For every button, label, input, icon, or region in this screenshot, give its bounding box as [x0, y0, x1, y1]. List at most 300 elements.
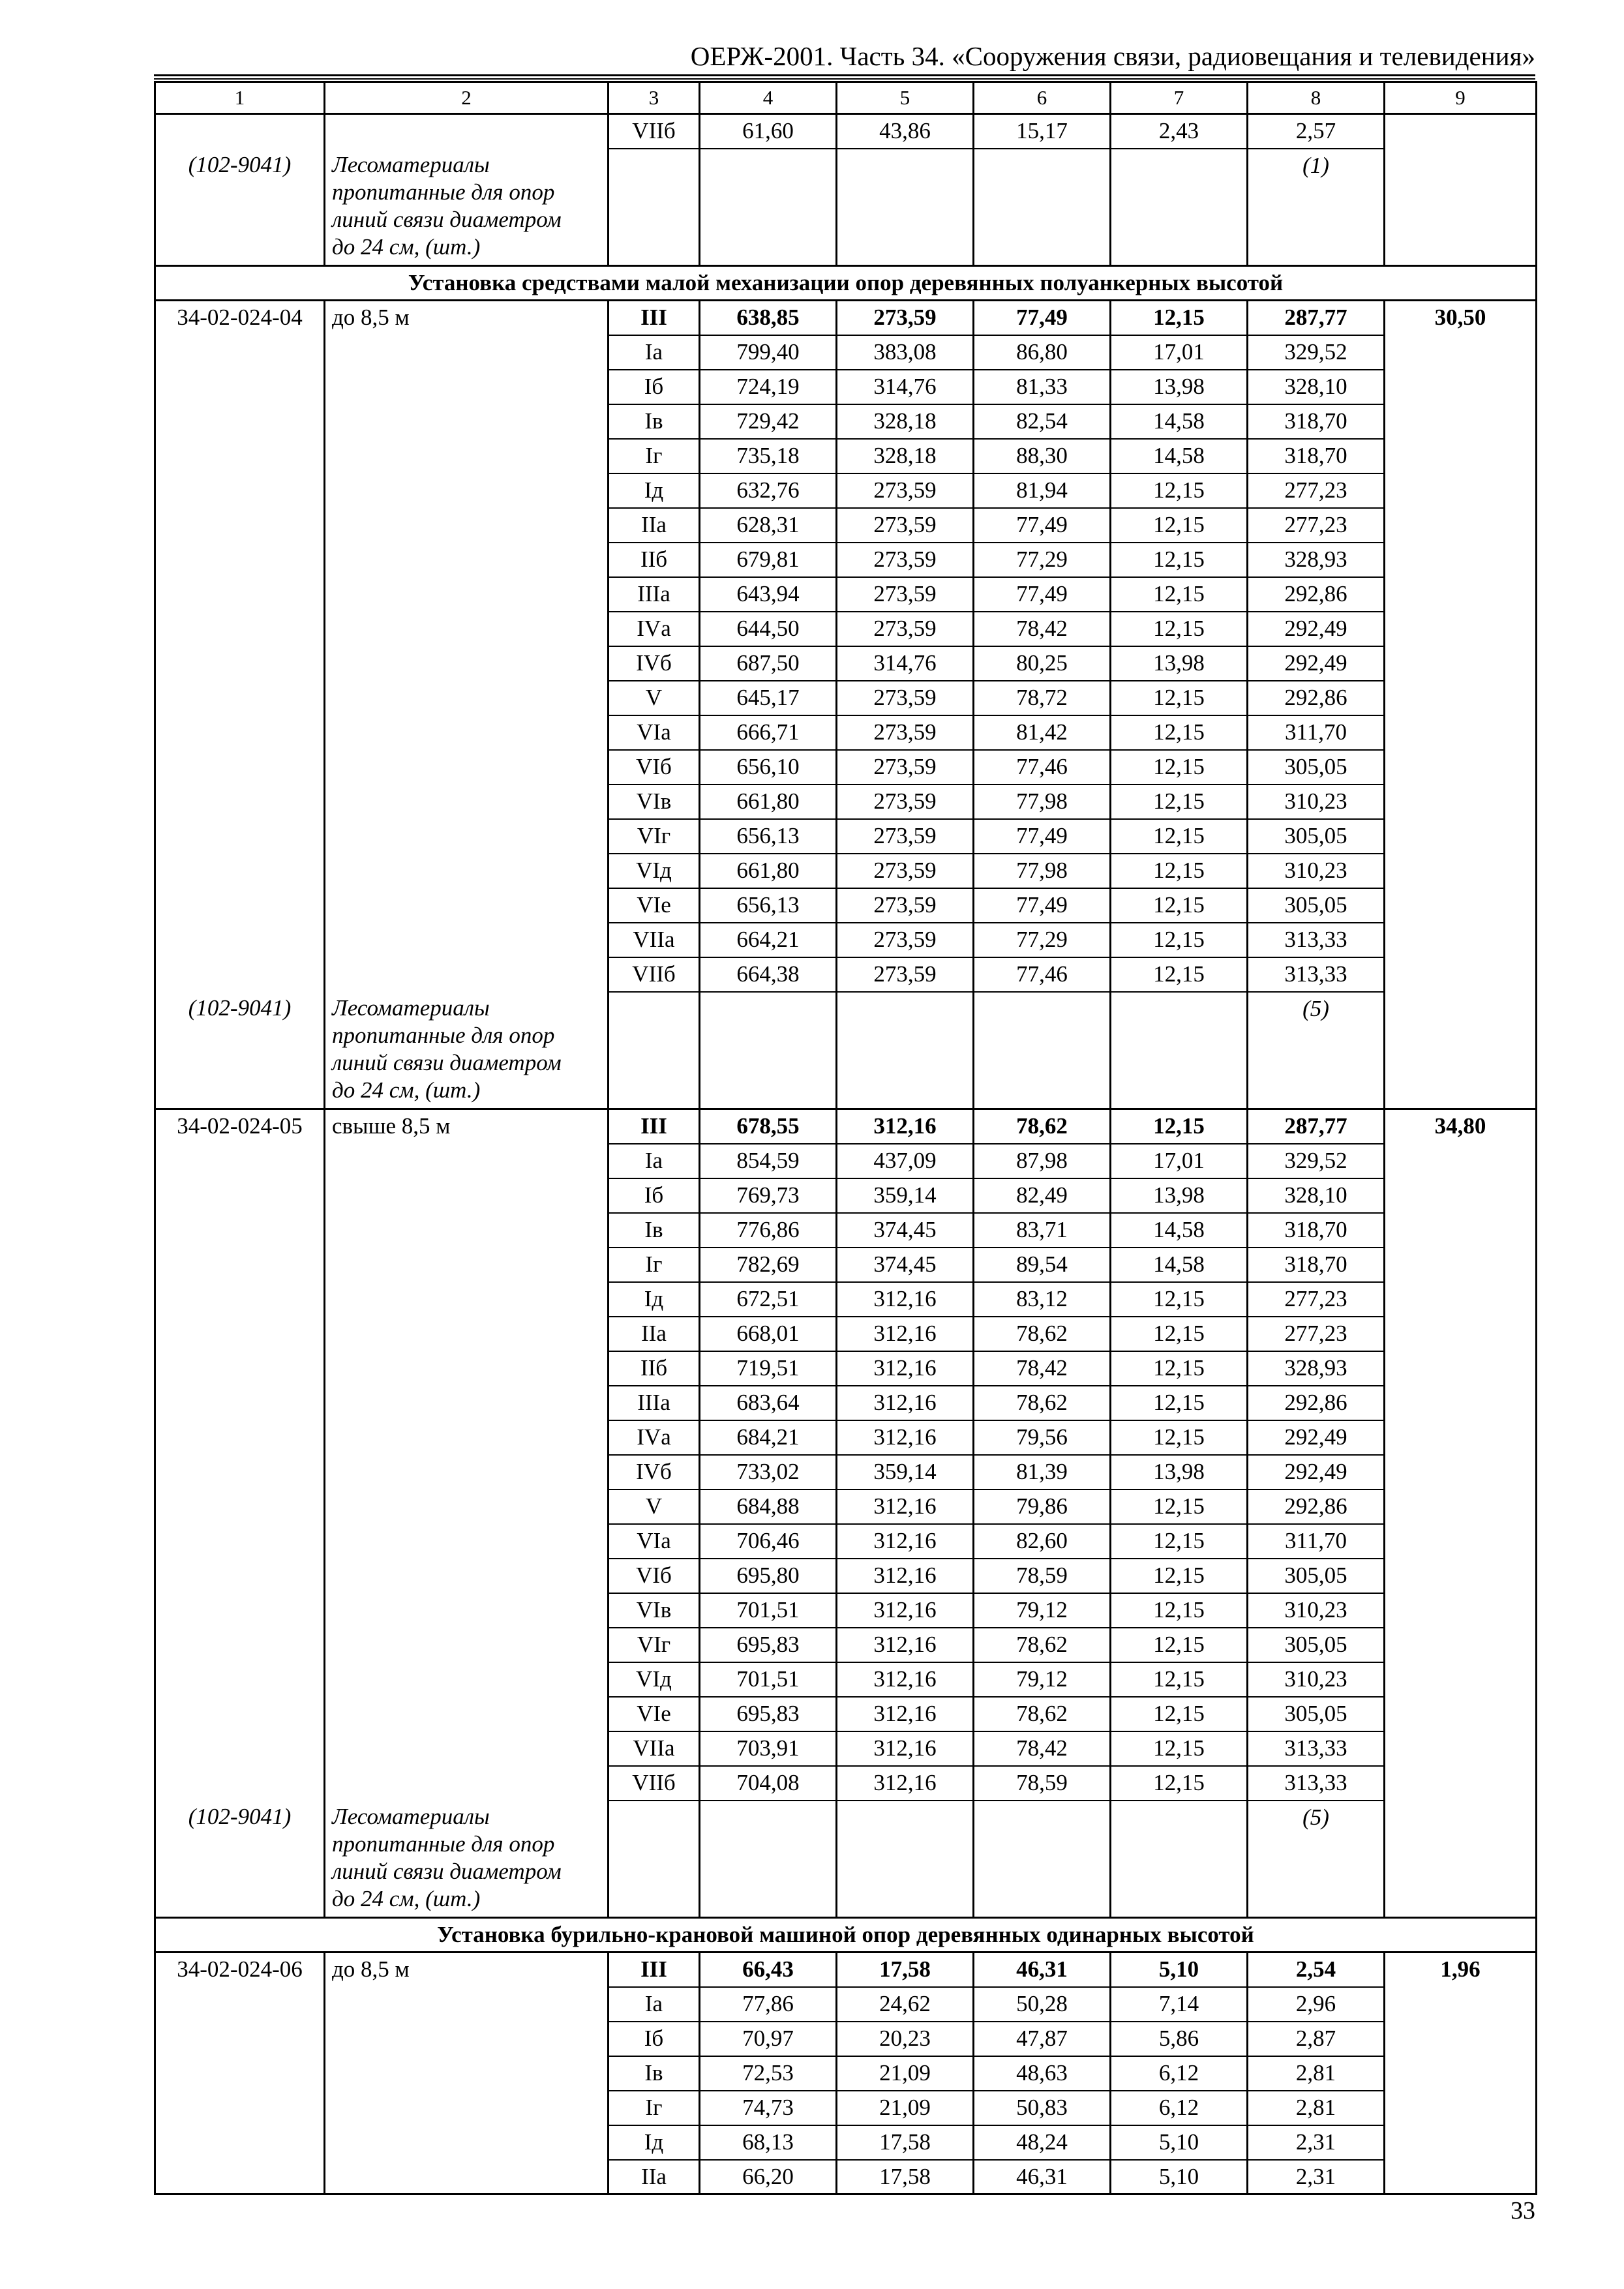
- code-cell: [155, 819, 325, 854]
- labor-cell: [1385, 1386, 1537, 1420]
- material-name-line: пропитанные для опор: [332, 1831, 555, 1857]
- value-cell: [974, 1801, 1111, 1918]
- value-cell: 310,23: [1248, 1662, 1385, 1697]
- value-cell: 12,15: [1111, 1628, 1248, 1662]
- labor-cell: [1385, 750, 1537, 785]
- value-cell: 292,49: [1248, 612, 1385, 646]
- value-cell: 70,97: [700, 2022, 837, 2056]
- name-cell: [325, 612, 609, 646]
- labor-cell: [1385, 854, 1537, 888]
- value-cell: 77,49: [974, 508, 1111, 543]
- page-number: 33: [1511, 2197, 1535, 2224]
- value-cell: 12,15: [1111, 923, 1248, 957]
- name-cell: [325, 335, 609, 370]
- table-row: [155, 1731, 1537, 1766]
- code-cell: [155, 681, 325, 715]
- value-cell: [1111, 992, 1248, 1109]
- value-cell: 359,14: [837, 1178, 974, 1213]
- labor-cell: [1385, 715, 1537, 750]
- value-cell: 78,72: [974, 681, 1111, 715]
- soil-group-cell: [609, 149, 700, 266]
- value-cell: 273,59: [837, 301, 974, 335]
- value-cell: 12,15: [1111, 543, 1248, 577]
- soil-group-cell: IIIа: [609, 1386, 700, 1420]
- value-cell: 12,15: [1111, 1489, 1248, 1524]
- value-cell: 77,86: [700, 1987, 837, 2022]
- value-cell: 701,51: [700, 1593, 837, 1628]
- value-cell: 661,80: [700, 854, 837, 888]
- value-cell: 14,58: [1111, 1248, 1248, 1282]
- value-cell: 318,70: [1248, 439, 1385, 473]
- value-cell: 12,15: [1111, 1351, 1248, 1386]
- value-cell: 678,55: [700, 1109, 837, 1144]
- value-cell: [1111, 149, 1248, 266]
- labor-cell: [1385, 1628, 1537, 1662]
- value-cell: 273,59: [837, 785, 974, 819]
- value-cell: 683,64: [700, 1386, 837, 1420]
- code-cell: [155, 750, 325, 785]
- material-name-line: линий связи диаметром: [332, 1049, 562, 1075]
- table-row: [155, 577, 1537, 612]
- value-cell: 12,15: [1111, 854, 1248, 888]
- code-cell: [155, 854, 325, 888]
- value-cell: 15,17: [974, 114, 1111, 149]
- name-cell: [325, 1317, 609, 1351]
- soil-group-cell: Iв: [609, 2056, 700, 2091]
- code-cell: [155, 1697, 325, 1731]
- soil-group-cell: III: [609, 1109, 700, 1144]
- code-cell: [155, 1593, 325, 1628]
- soil-group-cell: Iв: [609, 1213, 700, 1248]
- value-cell: [700, 992, 837, 1109]
- name-cell: [325, 785, 609, 819]
- value-cell: 78,42: [974, 612, 1111, 646]
- value-cell: 733,02: [700, 1455, 837, 1489]
- name-cell: [325, 1662, 609, 1697]
- value-cell: 12,15: [1111, 612, 1248, 646]
- name-cell: [325, 1386, 609, 1420]
- labor-cell: [1385, 1178, 1537, 1213]
- value-cell: 661,80: [700, 785, 837, 819]
- code-cell: [155, 2056, 325, 2091]
- soil-group-cell: Iд: [609, 473, 700, 508]
- value-cell: 12,15: [1111, 819, 1248, 854]
- material-name-line: пропитанные для опор: [332, 179, 555, 205]
- value-cell: 21,09: [837, 2091, 974, 2125]
- value-cell: 78,59: [974, 1559, 1111, 1593]
- value-cell: 314,76: [837, 370, 974, 404]
- value-cell: 72,53: [700, 2056, 837, 2091]
- soil-group-cell: VIг: [609, 1628, 700, 1662]
- value-cell: 5,10: [1111, 2160, 1248, 2194]
- value-cell: 86,80: [974, 335, 1111, 370]
- value-cell: 695,83: [700, 1628, 837, 1662]
- value-cell: 50,28: [974, 1987, 1111, 2022]
- value-cell: 77,49: [974, 301, 1111, 335]
- table-row: [155, 715, 1537, 750]
- material-row: [155, 992, 1537, 1109]
- table-row: [155, 439, 1537, 473]
- table-row: [155, 114, 1537, 149]
- value-cell: 437,09: [837, 1144, 974, 1178]
- value-cell: 374,45: [837, 1213, 974, 1248]
- soil-group-cell: V: [609, 1489, 700, 1524]
- labor-cell: [1385, 785, 1537, 819]
- soil-group-cell: VIIа: [609, 923, 700, 957]
- name-cell: [325, 923, 609, 957]
- value-cell: 328,93: [1248, 543, 1385, 577]
- labor-cell: [1385, 1282, 1537, 1317]
- soil-group-cell: V: [609, 681, 700, 715]
- value-cell: 78,62: [974, 1317, 1111, 1351]
- table-row: [155, 646, 1537, 681]
- value-cell: 273,59: [837, 888, 974, 923]
- labor-cell: [1385, 819, 1537, 854]
- material-code: (102-9041): [155, 1801, 325, 1918]
- value-cell: 769,73: [700, 1178, 837, 1213]
- value-cell: 724,19: [700, 370, 837, 404]
- code-cell: [155, 1317, 325, 1351]
- value-cell: 310,23: [1248, 1593, 1385, 1628]
- name-cell: [325, 1987, 609, 2022]
- soil-group-cell: IIб: [609, 1351, 700, 1386]
- labor-cell: [1385, 888, 1537, 923]
- name-cell: [325, 114, 609, 149]
- table-row: [155, 1455, 1537, 1489]
- value-cell: 82,60: [974, 1524, 1111, 1559]
- value-cell: 50,83: [974, 2091, 1111, 2125]
- name-cell: [325, 1593, 609, 1628]
- material-code: (102-9041): [155, 992, 325, 1109]
- value-cell: 79,12: [974, 1662, 1111, 1697]
- value-cell: 6,12: [1111, 2056, 1248, 2091]
- value-cell: 706,46: [700, 1524, 837, 1559]
- value-cell: 13,98: [1111, 370, 1248, 404]
- value-cell: 359,14: [837, 1455, 974, 1489]
- code-cell: [155, 1178, 325, 1213]
- value-cell: 13,98: [1111, 646, 1248, 681]
- value-cell: 644,50: [700, 612, 837, 646]
- labor-cell: [1385, 2056, 1537, 2091]
- value-cell: 328,93: [1248, 1351, 1385, 1386]
- value-cell: 81,94: [974, 473, 1111, 508]
- code-cell: [155, 888, 325, 923]
- value-cell: 87,98: [974, 1144, 1111, 1178]
- value-cell: 5,10: [1111, 1952, 1248, 1987]
- value-cell: 799,40: [700, 335, 837, 370]
- soil-group-cell: Iг: [609, 1248, 700, 1282]
- code-cell: [155, 646, 325, 681]
- value-cell: 68,13: [700, 2125, 837, 2160]
- name-cell: [325, 2022, 609, 2056]
- soil-group-cell: III: [609, 1952, 700, 1987]
- value-cell: 703,91: [700, 1731, 837, 1766]
- soil-group-cell: Iд: [609, 1282, 700, 1317]
- table-row: [155, 612, 1537, 646]
- labor-cell: [1385, 149, 1537, 266]
- value-cell: 46,31: [974, 2160, 1111, 2194]
- labor-cell: [1385, 612, 1537, 646]
- name-cell: [325, 543, 609, 577]
- soil-group-cell: IVа: [609, 612, 700, 646]
- value-cell: 17,58: [837, 2125, 974, 2160]
- name-cell: [325, 1248, 609, 1282]
- labor-cell: [1385, 1420, 1537, 1455]
- value-cell: 66,43: [700, 1952, 837, 1987]
- value-cell: 77,49: [974, 888, 1111, 923]
- value-cell: 2,43: [1111, 114, 1248, 149]
- code-cell: [155, 1351, 325, 1386]
- value-cell: 292,86: [1248, 1489, 1385, 1524]
- value-cell: 273,59: [837, 543, 974, 577]
- material-name: [325, 992, 609, 1109]
- material-quantity: (5): [1248, 1801, 1385, 1918]
- soil-group-cell: IVб: [609, 1455, 700, 1489]
- soil-group-cell: IIб: [609, 543, 700, 577]
- value-cell: 287,77: [1248, 301, 1385, 335]
- value-cell: 312,16: [837, 1109, 974, 1144]
- norms-table: [154, 81, 1537, 2195]
- name-cell: [325, 1766, 609, 1801]
- section-heading-row: [155, 1918, 1537, 1952]
- value-cell: 12,15: [1111, 1524, 1248, 1559]
- material-name-line: линий связи диаметром: [332, 206, 562, 232]
- labor-cell: [1385, 335, 1537, 370]
- soil-group-cell: [609, 992, 700, 1109]
- value-cell: 273,59: [837, 715, 974, 750]
- section-heading: Установка бурильно-крановой машиной опор деревянных одинарных высотой: [155, 1918, 1537, 1952]
- material-name-line: Лесоматериалы: [332, 995, 490, 1021]
- table-row: [155, 370, 1537, 404]
- value-cell: [974, 992, 1111, 1109]
- value-cell: 81,33: [974, 370, 1111, 404]
- table-row: [155, 854, 1537, 888]
- value-cell: 292,49: [1248, 1420, 1385, 1455]
- code-cell: [155, 715, 325, 750]
- table-row: [155, 404, 1537, 439]
- material-name: [325, 1801, 609, 1918]
- value-cell: 277,23: [1248, 1317, 1385, 1351]
- value-cell: 643,94: [700, 577, 837, 612]
- value-cell: 318,70: [1248, 1248, 1385, 1282]
- value-cell: 74,73: [700, 2091, 837, 2125]
- value-cell: 273,59: [837, 819, 974, 854]
- value-cell: 328,18: [837, 404, 974, 439]
- column-number: 8: [1248, 82, 1385, 114]
- value-cell: 78,42: [974, 1351, 1111, 1386]
- value-cell: 273,59: [837, 612, 974, 646]
- table-row: [155, 2091, 1537, 2125]
- material-row: [155, 1801, 1537, 1918]
- material-name-line: до 24 см, (шт.): [332, 233, 481, 260]
- name-cell: [325, 1559, 609, 1593]
- value-cell: 82,49: [974, 1178, 1111, 1213]
- labor-cell: [1385, 1248, 1537, 1282]
- value-cell: 78,59: [974, 1766, 1111, 1801]
- table-row: [155, 1144, 1537, 1178]
- soil-group-cell: Iа: [609, 1987, 700, 2022]
- value-cell: 12,15: [1111, 888, 1248, 923]
- soil-group-cell: IIа: [609, 1317, 700, 1351]
- material-name-line: до 24 см, (шт.): [332, 1885, 481, 1911]
- table-row: [155, 543, 1537, 577]
- value-cell: 776,86: [700, 1213, 837, 1248]
- value-cell: 12,15: [1111, 957, 1248, 992]
- value-cell: 292,49: [1248, 646, 1385, 681]
- column-number: 2: [325, 82, 609, 114]
- name-cell: [325, 2160, 609, 2194]
- labor-cell: [1385, 439, 1537, 473]
- value-cell: 12,15: [1111, 750, 1248, 785]
- value-cell: 277,23: [1248, 508, 1385, 543]
- value-cell: 735,18: [700, 439, 837, 473]
- value-cell: 21,09: [837, 2056, 974, 2091]
- name-cell: [325, 1731, 609, 1766]
- code-cell: [155, 1662, 325, 1697]
- value-cell: 645,17: [700, 681, 837, 715]
- norms-table-body: [155, 82, 1537, 2194]
- value-cell: 695,83: [700, 1697, 837, 1731]
- code-cell: [155, 957, 325, 992]
- soil-group-cell: Iв: [609, 404, 700, 439]
- value-cell: 77,29: [974, 543, 1111, 577]
- code-cell: [155, 923, 325, 957]
- soil-group-cell: IVа: [609, 1420, 700, 1455]
- value-cell: 679,81: [700, 543, 837, 577]
- value-cell: 704,08: [700, 1766, 837, 1801]
- table-row: [155, 1386, 1537, 1420]
- soil-group-cell: VIIб: [609, 114, 700, 149]
- value-cell: 77,46: [974, 957, 1111, 992]
- value-cell: 273,59: [837, 750, 974, 785]
- value-cell: 273,59: [837, 681, 974, 715]
- value-cell: 12,15: [1111, 301, 1248, 335]
- value-cell: 77,49: [974, 577, 1111, 612]
- value-cell: 2,87: [1248, 2022, 1385, 2056]
- value-cell: 329,52: [1248, 335, 1385, 370]
- value-cell: 79,56: [974, 1420, 1111, 1455]
- value-cell: 81,42: [974, 715, 1111, 750]
- value-cell: 277,23: [1248, 473, 1385, 508]
- value-cell: 80,25: [974, 646, 1111, 681]
- labor-cell: [1385, 1697, 1537, 1731]
- name-cell: [325, 819, 609, 854]
- table-row: [155, 473, 1537, 508]
- table-row: [155, 2056, 1537, 2091]
- table-row: [155, 2022, 1537, 2056]
- soil-group-cell: VIд: [609, 854, 700, 888]
- code-cell: [155, 508, 325, 543]
- labor-cell: [1385, 1144, 1537, 1178]
- labor-cell: [1385, 992, 1537, 1109]
- value-cell: 383,08: [837, 335, 974, 370]
- code-cell: [155, 2160, 325, 2194]
- value-cell: 305,05: [1248, 1697, 1385, 1731]
- material-name-line: Лесоматериалы: [332, 1803, 490, 1829]
- column-number: 5: [837, 82, 974, 114]
- soil-group-cell: VIд: [609, 1662, 700, 1697]
- name-cell: [325, 1144, 609, 1178]
- value-cell: 305,05: [1248, 888, 1385, 923]
- value-cell: 2,31: [1248, 2125, 1385, 2160]
- value-cell: 43,86: [837, 114, 974, 149]
- value-cell: 2,96: [1248, 1987, 1385, 2022]
- value-cell: 668,01: [700, 1317, 837, 1351]
- labor-cell: [1385, 681, 1537, 715]
- labor-cell: [1385, 2091, 1537, 2125]
- value-cell: 273,59: [837, 957, 974, 992]
- value-cell: 2,31: [1248, 2160, 1385, 2194]
- table-row: [155, 1489, 1537, 1524]
- table-row: [155, 1248, 1537, 1282]
- name-cell: [325, 750, 609, 785]
- table-row: [155, 785, 1537, 819]
- name-cell: [325, 473, 609, 508]
- value-cell: 2,81: [1248, 2091, 1385, 2125]
- value-cell: 78,62: [974, 1386, 1111, 1420]
- labor-value: 1,96: [1385, 1952, 1537, 1987]
- labor-cell: [1385, 1766, 1537, 1801]
- table-row: [155, 819, 1537, 854]
- value-cell: 719,51: [700, 1351, 837, 1386]
- value-cell: 14,58: [1111, 1213, 1248, 1248]
- norm-name: до 8,5 м: [325, 301, 609, 335]
- column-number: 6: [974, 82, 1111, 114]
- labor-cell: [1385, 1801, 1537, 1918]
- name-cell: [325, 1178, 609, 1213]
- value-cell: 12,15: [1111, 1317, 1248, 1351]
- running-header: ОЕРЖ-2001. Часть 34. «Сооружения связи, радиовещания и телевидения»: [690, 41, 1535, 71]
- code-cell: [155, 1213, 325, 1248]
- value-cell: 312,16: [837, 1559, 974, 1593]
- value-cell: 684,88: [700, 1489, 837, 1524]
- soil-group-cell: VIIб: [609, 957, 700, 992]
- value-cell: 14,58: [1111, 439, 1248, 473]
- table-row: [155, 1766, 1537, 1801]
- soil-group-cell: Iд: [609, 2125, 700, 2160]
- code-cell: [155, 785, 325, 819]
- value-cell: 5,86: [1111, 2022, 1248, 2056]
- code-cell: [155, 543, 325, 577]
- value-cell: 77,49: [974, 819, 1111, 854]
- value-cell: 664,38: [700, 957, 837, 992]
- table-row: [155, 1524, 1537, 1559]
- value-cell: 46,31: [974, 1952, 1111, 1987]
- value-cell: 12,15: [1111, 1766, 1248, 1801]
- value-cell: 311,70: [1248, 1524, 1385, 1559]
- labor-cell: [1385, 2125, 1537, 2160]
- material-code: (102-9041): [155, 149, 325, 266]
- value-cell: 12,15: [1111, 1420, 1248, 1455]
- name-cell: [325, 681, 609, 715]
- value-cell: 314,76: [837, 646, 974, 681]
- labor-cell: [1385, 1524, 1537, 1559]
- name-cell: [325, 370, 609, 404]
- soil-group-cell: III: [609, 301, 700, 335]
- code-cell: [155, 1766, 325, 1801]
- code-cell: [155, 1731, 325, 1766]
- value-cell: 12,15: [1111, 508, 1248, 543]
- value-cell: 312,16: [837, 1351, 974, 1386]
- value-cell: 12,15: [1111, 1559, 1248, 1593]
- name-cell: [325, 1697, 609, 1731]
- material-row: [155, 149, 1537, 266]
- value-cell: 17,01: [1111, 335, 1248, 370]
- labor-cell: [1385, 1489, 1537, 1524]
- value-cell: 47,87: [974, 2022, 1111, 2056]
- section-heading: Установка средствами малой механизации опор деревянных полуанкерных высотой: [155, 266, 1537, 301]
- soil-group-cell: VIб: [609, 1559, 700, 1593]
